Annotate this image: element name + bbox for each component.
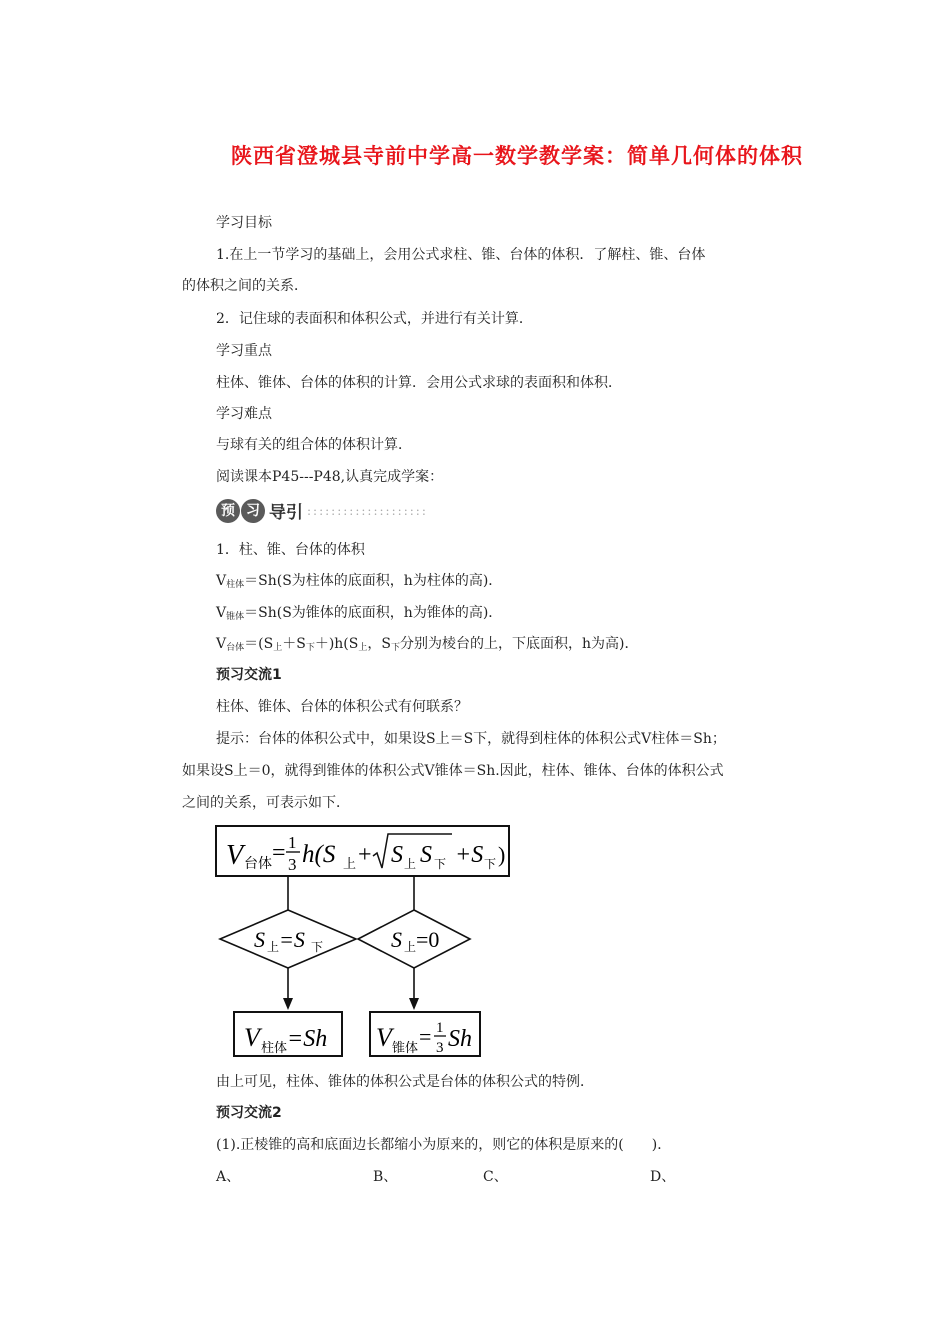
formula-text: ＝Sh(S为锥体的底面积，h为锥体的高)． <box>244 605 503 621</box>
formula-h: h(S <box>302 841 336 868</box>
sqrt-s2: S <box>420 842 432 868</box>
res-left-eq: =Sh <box>287 1026 328 1052</box>
res-right-eq: = <box>419 1024 432 1049</box>
cond-left-sub-down: 下 <box>311 940 324 954</box>
volume-relation-diagram <box>210 820 520 1065</box>
subscript-down: 下 <box>305 643 315 653</box>
badge-yu: 预 <box>216 499 240 523</box>
res-right-tail: Sh <box>448 1026 472 1052</box>
option-b: B、 <box>373 1169 398 1185</box>
formula-sub-up: 上 <box>343 856 357 871</box>
formula-plus: + <box>358 842 372 868</box>
sqrt-s2-sub: 下 <box>434 857 447 871</box>
exchange1-question: 柱体、锥体、台体的体积公式有何联系？ <box>216 699 468 715</box>
formula-plus-s: +S <box>455 842 484 868</box>
preview-guide-banner <box>216 498 478 526</box>
cond-right-s: S <box>391 927 402 952</box>
conclusion-text: 由上可见，柱体、锥体的体积公式是台体的体积公式的特例． <box>216 1074 594 1090</box>
difficulty-heading: 学习难点 <box>216 406 272 422</box>
arrow-left-head <box>283 998 293 1010</box>
formula-part: ，S <box>367 636 391 652</box>
cond-right-sub-up: 上 <box>404 940 417 954</box>
frac-num: 1 <box>288 833 297 852</box>
formula-v-sub: 台体 <box>244 857 272 872</box>
res-frac-num: 1 <box>436 1020 444 1036</box>
key-heading: 学习重点 <box>216 343 272 359</box>
page-title: 陕西省澄城县寺前中学高一数学教学案：简单几何体的体积 <box>231 144 803 168</box>
section1-heading: 1．柱、锥、台体的体积 <box>216 542 365 558</box>
formula-text: ＝Sh(S为柱体的底面积，h为柱体的高)． <box>244 573 503 589</box>
sqrt-s1-sub: 上 <box>404 857 417 871</box>
banner-dots: :::::::::::::::::::: <box>307 503 428 518</box>
arrow-right-head <box>409 998 419 1010</box>
formula-eq: = <box>272 840 286 866</box>
formula-frustum <box>216 634 638 658</box>
cond-left-s: S <box>254 927 265 952</box>
difficulty-text: 与球有关的组合体的体积计算． <box>216 437 412 453</box>
formula-part: ＋S <box>282 636 306 652</box>
goal-item-1-cont: 的体积之间的关系． <box>182 278 308 294</box>
v-subscript: 锥体 <box>226 612 245 622</box>
v-symbol: V <box>216 605 227 621</box>
formula-close: ) <box>498 842 506 867</box>
exchange1-hint-2: 如果设S上＝0，就得到锥体的体积公式V锥体＝Sh.因此，柱体、锥体、台体的体积公式 <box>182 763 724 779</box>
badge-xi: 习 <box>241 499 265 523</box>
v-symbol: V <box>216 573 227 589</box>
option-c: C、 <box>483 1169 508 1185</box>
condition-diamond-right <box>358 910 470 968</box>
subscript-up: 上 <box>273 643 283 653</box>
exchange2-heading: 预习交流2 <box>216 1105 282 1121</box>
key-text: 柱体、锥体、台体的体积的计算．会用公式求球的表面积和体积． <box>216 375 622 391</box>
res-frac-den: 3 <box>436 1040 444 1056</box>
formula-text: 分别为棱台的上，下底面积，h为高)． <box>399 636 639 652</box>
res-left-v: V <box>244 1023 260 1052</box>
cond-left-eq: =S <box>279 927 305 952</box>
subscript-up: 上 <box>358 643 368 653</box>
res-right-sub: 锥体 <box>392 1040 419 1055</box>
exchange2-question: (1).正棱锥的高和底面边长都缩小为原来的，则它的体积是原来的( )． <box>216 1137 672 1153</box>
v-subscript: 柱体 <box>226 580 245 590</box>
formula-cone <box>216 603 502 627</box>
exchange1-hint-1: 提示：台体的体积公式中，如果设S上＝S下，就得到柱体的体积公式V柱体＝Sh； <box>216 731 726 747</box>
banner-word: 导引 <box>269 503 303 523</box>
formula-part: ＝(S <box>244 636 274 652</box>
option-d: D、 <box>650 1169 676 1185</box>
res-left-sub: 柱体 <box>261 1040 288 1055</box>
res-right-v: V <box>376 1023 392 1052</box>
formula-v: V <box>226 840 244 871</box>
cond-right-eq: =0 <box>416 927 440 952</box>
goal-item-1: 1.在上一节学习的基础上，会用公式求柱、锥、台体的体积．了解柱、锥、台体 <box>216 247 706 263</box>
goals-heading: 学习目标 <box>216 215 272 231</box>
reading-instruction: 阅读课本P45---P48,认真完成学案： <box>216 469 444 485</box>
formula-part: ＋)h(S <box>314 636 359 652</box>
exchange1-heading: 预习交流1 <box>216 667 282 683</box>
subscript-down: 下 <box>390 643 400 653</box>
v-symbol: V <box>216 636 227 652</box>
cond-left-sub-up: 上 <box>267 940 280 954</box>
formula-cylinder <box>216 571 502 595</box>
v-subscript: 台体 <box>226 643 245 653</box>
exchange1-hint-3: 之间的关系，可表示如下． <box>182 795 350 811</box>
formula-sub-down: 下 <box>484 857 497 871</box>
frac-den: 3 <box>288 855 297 874</box>
option-a: A、 <box>216 1169 241 1185</box>
sqrt-s1: S <box>391 842 403 868</box>
goal-item-2: 2．记住球的表面积和体积公式，并进行有关计算． <box>216 311 533 327</box>
